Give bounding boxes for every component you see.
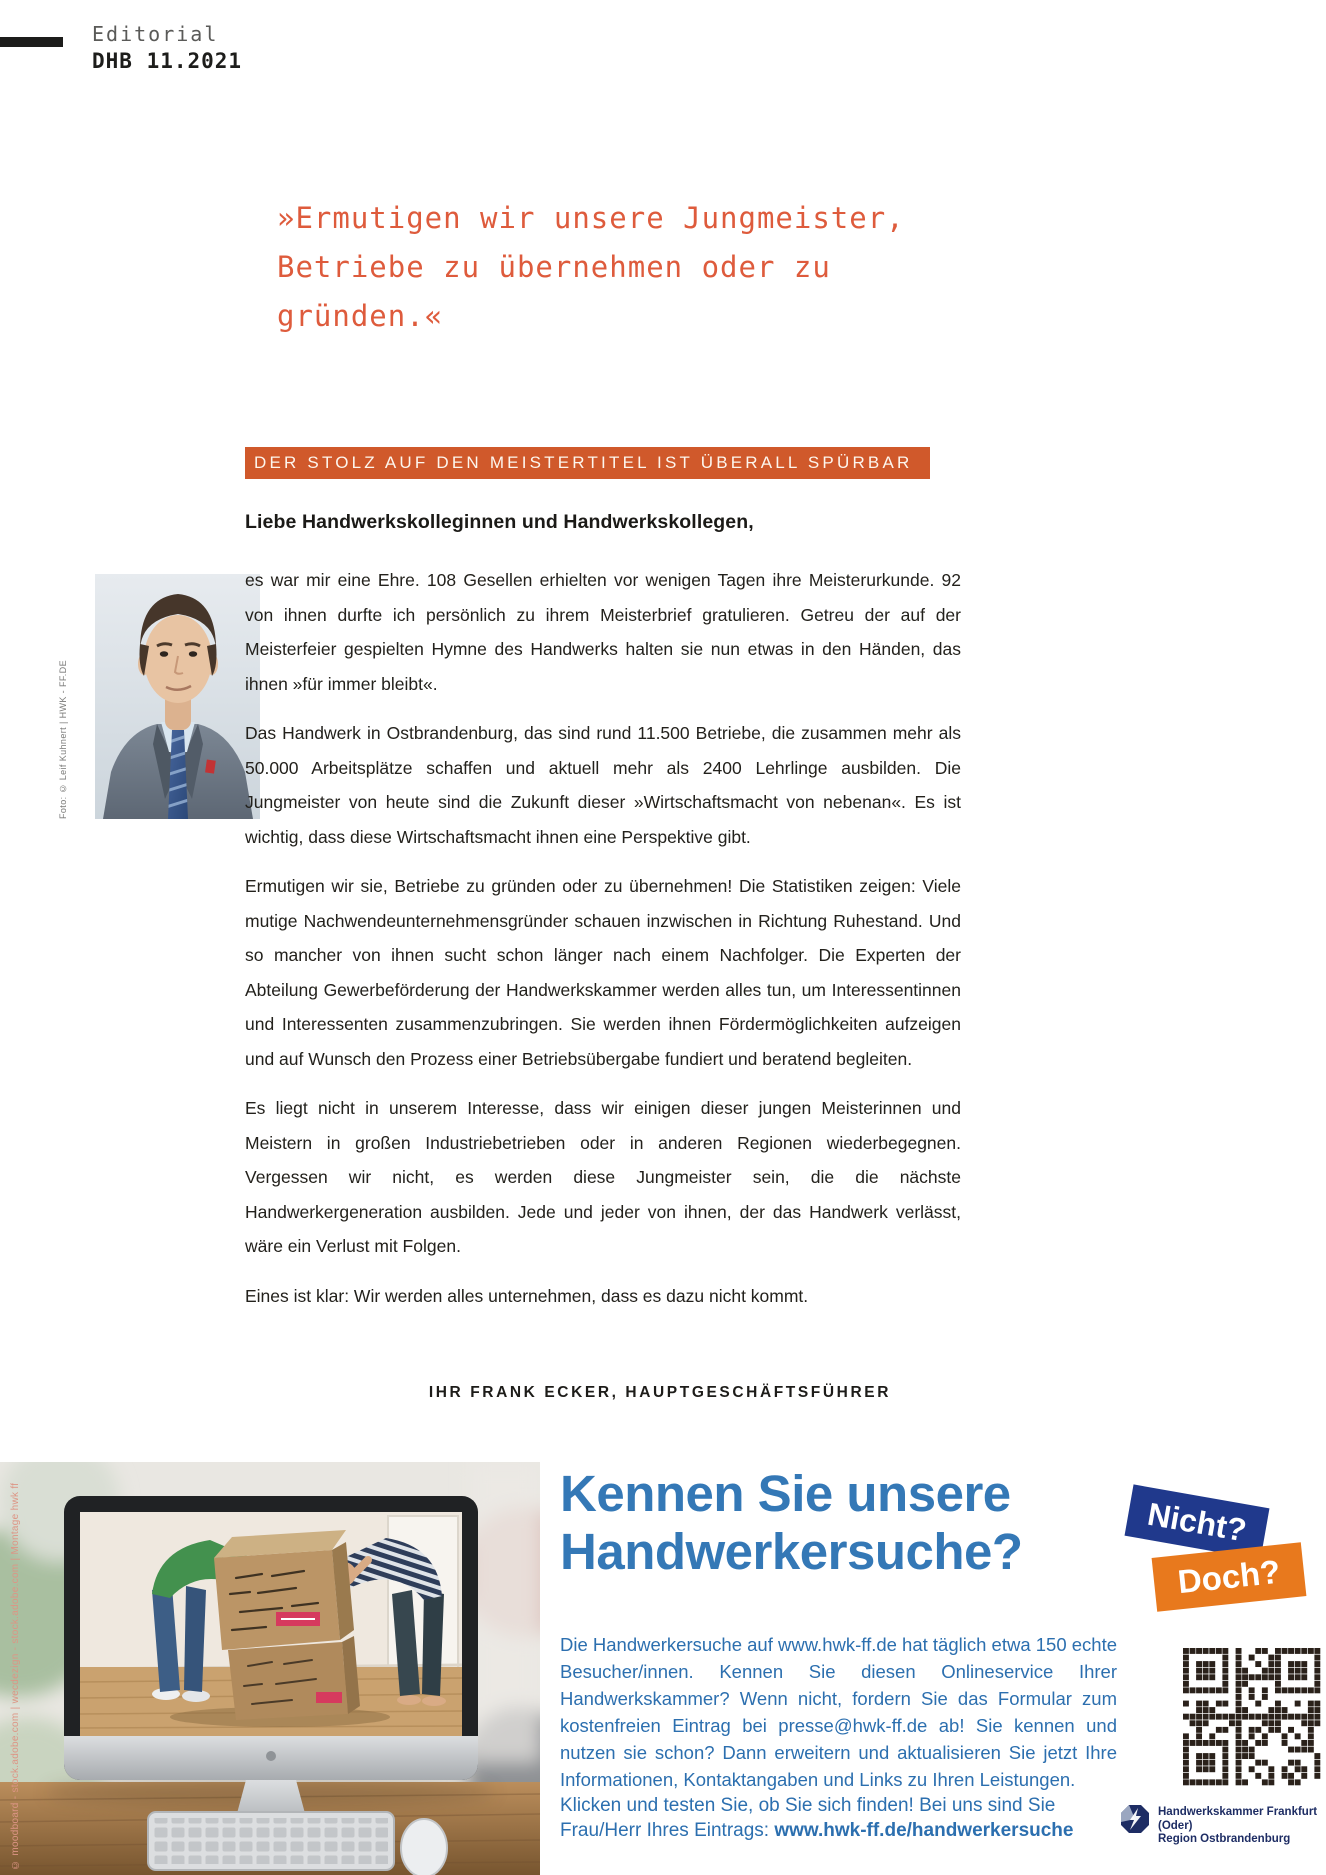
ad-headline-line: Kennen Sie unsere xyxy=(560,1465,1011,1522)
portrait-photo-credit: Foto: © Leif Kuhnert | HWK - FF.DE xyxy=(58,660,68,819)
handwerkskammer-logo xyxy=(1120,1804,1326,1847)
paragraph: Es liegt nicht in unserem Interesse, dass wir einigen dieser jungen Meisterinnen und Meistern in großen Industriebetrieben oder in anderen Regionen wiederbegegnen. Vergessen wir nicht, es werden diese Jungmeister sein, die die nächste Handwerkergeneration ausbilden. Jede und jeder von ihnen, der das Handwerk verlässt, wäre ein Verlust mit Folgen. xyxy=(245,1098,961,1256)
paragraph: Eines ist klar: Wir werden alles unternehmen, dass es dazu nicht kommt. xyxy=(245,1285,809,1306)
salutation: Liebe Handwerkskolleginnen und Handwerkskollegen, xyxy=(245,511,754,533)
badge-nicht: Nicht? xyxy=(1125,1484,1270,1559)
ad-cta xyxy=(560,1793,1120,1843)
ad-cta-line1: Klicken und testen Sie, ob Sie sich finden! Bei uns sind Sie xyxy=(560,1795,1056,1816)
editorial-body xyxy=(245,563,961,1328)
section-headline-bar: DER STOLZ AUF DEN MEISTERTITEL IST ÜBERALL SPÜRBAR xyxy=(245,447,930,479)
logo-line2: Region Ostbrandenburg xyxy=(1158,1833,1291,1845)
handwerkersuche-link[interactable]: www.hwk-ff.de/handwerkersuche xyxy=(774,1820,1074,1841)
pull-quote-line: Betriebe zu übernehmen oder zu xyxy=(277,250,831,284)
issue-label: DHB 11.2021 xyxy=(92,49,243,73)
qr-code xyxy=(1183,1648,1321,1786)
portrait-photo xyxy=(95,574,260,819)
ad-photo-credit: © moodboard - stock.adobe.com | wecdezign - stock.adobe.com | Montage hwk ff xyxy=(10,1482,21,1870)
badge-doch: Doch? xyxy=(1152,1542,1307,1611)
ad-headline-line: Handwerkersuche? xyxy=(560,1523,1023,1580)
kicker-dash xyxy=(0,37,63,47)
logo-line1: Handwerkskammer Frankfurt (Oder) xyxy=(1158,1806,1318,1832)
pull-quote-line: »Ermutigen wir unsere Jungmeister, xyxy=(277,201,905,235)
pull-quote xyxy=(277,194,937,341)
kicker: Editorial xyxy=(92,22,219,46)
ad-photo-monitor-illustration xyxy=(0,1462,540,1875)
signature: IHR FRANK ECKER, HAUPTGESCHÄFTSFÜHRER xyxy=(428,1384,891,1401)
paragraph: es war mir eine Ehre. 108 Gesellen erhielten vor wenigen Tagen ihre Meisterurkunde. 92 von ihnen durfte ich persönlich zu ihrem Meisterbrief gratulieren. Getreu der auf der Meisterfeier gespielten Hymne des Handwerks halten sie nun etwas in den Händen, das ihnen »für immer bleibt«. xyxy=(245,570,961,694)
paragraph: Ermutigen wir sie, Betriebe zu gründen oder zu übernehmen! Die Statistiken zeigen: Viele mutige Nachwendeunternehmensgründer schauen inzwischen in Richtung Ruhestand. Und so mancher von ihnen sucht schon länger nach einem Nachfolger. Die Experten der Abteilung Gewerbeförderung der Handwerkskammer werden alles tun, um Interessentinnen und Interessenten zusammenzubringen. Sie werden ihnen Fördermöglichkeiten aufzeigen und auf Wunsch den Prozess einer Betriebsübergabe fundiert und beratend begleiten. xyxy=(245,876,961,1069)
pull-quote-line: gründen.« xyxy=(277,299,444,333)
handwerkskammer-logo-icon xyxy=(1120,1804,1150,1839)
ad-cta-line2 xyxy=(560,1818,1120,1843)
ad-cta-prefix: Frau/Herr Ihres Eintrags: xyxy=(560,1820,775,1841)
paragraph: Das Handwerk in Ostbrandenburg, das sind rund 11.500 Betriebe, die zusammen mehr als 50.000 Arbeitsplätze schaffen und aktuell mehr als 2400 Lehrlinge ausbilden. Die Jungmeister von heute sind die Zukunft dieser »Wirtschaftsmacht von nebenan«. Es ist wichtig, dass diese Wirtschaftsmacht ihnen eine Perspektive gibt. xyxy=(245,723,961,847)
ad-headline xyxy=(560,1465,1130,1581)
ad-body-text: Die Handwerkersuche auf www.hwk-ff.de hat täglich etwa 150 echte Besucher/innen. Kennen Sie diesen Onlineservice Ihrer Handwerkskammer? Wenn nicht, fordern Sie das Formular zum kostenfreien Eintrag bei presse@hwk-ff.de ab! Sie kennen und nutzen sie schon? Dann erweitern und aktualisieren Sie jetzt Ihre Informationen, Kontaktangaben und Links zu Ihren Leistungen. xyxy=(560,1634,1118,1790)
